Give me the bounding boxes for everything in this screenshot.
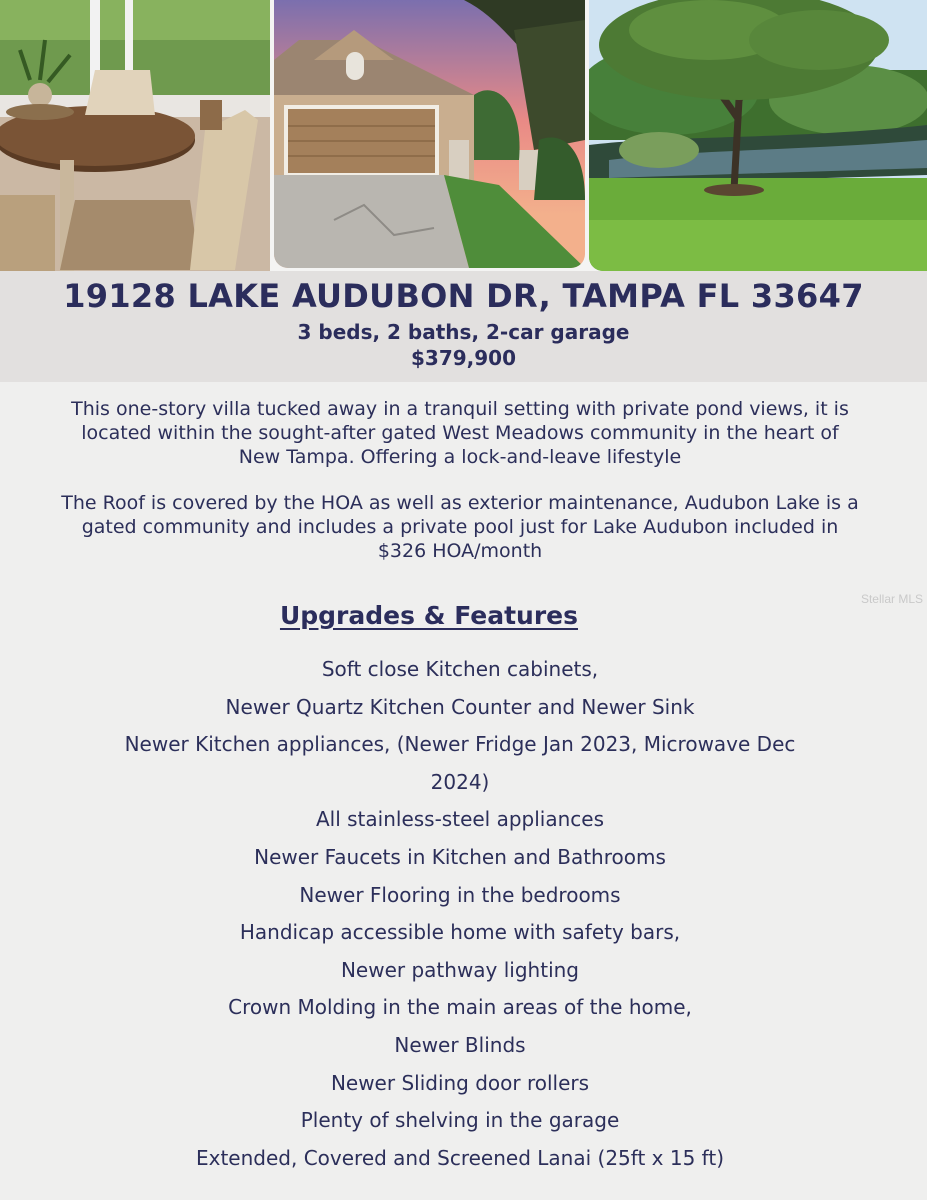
feature-item: Plenty of shelving in the garage — [300, 1108, 620, 1133]
feature-item: Newer Flooring in the bedrooms — [299, 882, 621, 907]
feature-item: Newer Blinds — [394, 1032, 526, 1057]
feature-item: Handicap accessible home with safety bars, — [239, 920, 681, 945]
description-paragraph-1: This one-story villa tucked away in a tranquil setting with private pond views, it is located within the sought-after gated West Meadows community in the heart of New Tampa. Offering a lock-and-leave lifestyle — [71, 398, 849, 468]
feature-item: Newer Kitchen appliances, (Newer Fridge Jan 2023, Microwave Dec 2024) — [124, 732, 796, 794]
features-heading: Upgrades & Features — [279, 601, 579, 630]
feature-item: Soft close Kitchen cabinets, — [321, 657, 599, 681]
photo-strip — [0, 0, 927, 271]
feature-item: Newer Faucets in Kitchen and Bathrooms — [254, 844, 666, 869]
dining-area-photo — [0, 0, 270, 271]
feature-item: Newer pathway lighting — [340, 957, 580, 982]
front-exterior-photo — [274, 0, 585, 268]
property-address: 19128 LAKE AUDUBON DR, TAMPA FL 33647 — [63, 277, 864, 315]
feature-item: Extended, Covered and Screened Lanai (25ft x 15 ft) — [195, 1145, 724, 1170]
feature-item: Newer Quartz Kitchen Counter and Newer Sink — [225, 694, 695, 719]
property-price: $379,900 — [410, 346, 516, 370]
features-list — [0, 651, 920, 1177]
pond-view-photo — [589, 0, 927, 271]
property-specs: 3 beds, 2 baths, 2-car garage — [297, 320, 630, 344]
mls-watermark: Stellar MLS — [860, 592, 923, 606]
feature-item: Crown Molding in the main areas of the home, — [228, 995, 692, 1020]
feature-item: All stainless-steel appliances — [315, 807, 605, 832]
listing-header — [0, 271, 927, 382]
feature-item: Newer Sliding door rollers — [330, 1070, 590, 1095]
description-paragraph-2: The Roof is covered by the HOA as well as exterior maintenance, Audubon Lake is a gated community and includes a private pool just for Lake Audubon included in $326 HOA/month — [61, 492, 859, 562]
